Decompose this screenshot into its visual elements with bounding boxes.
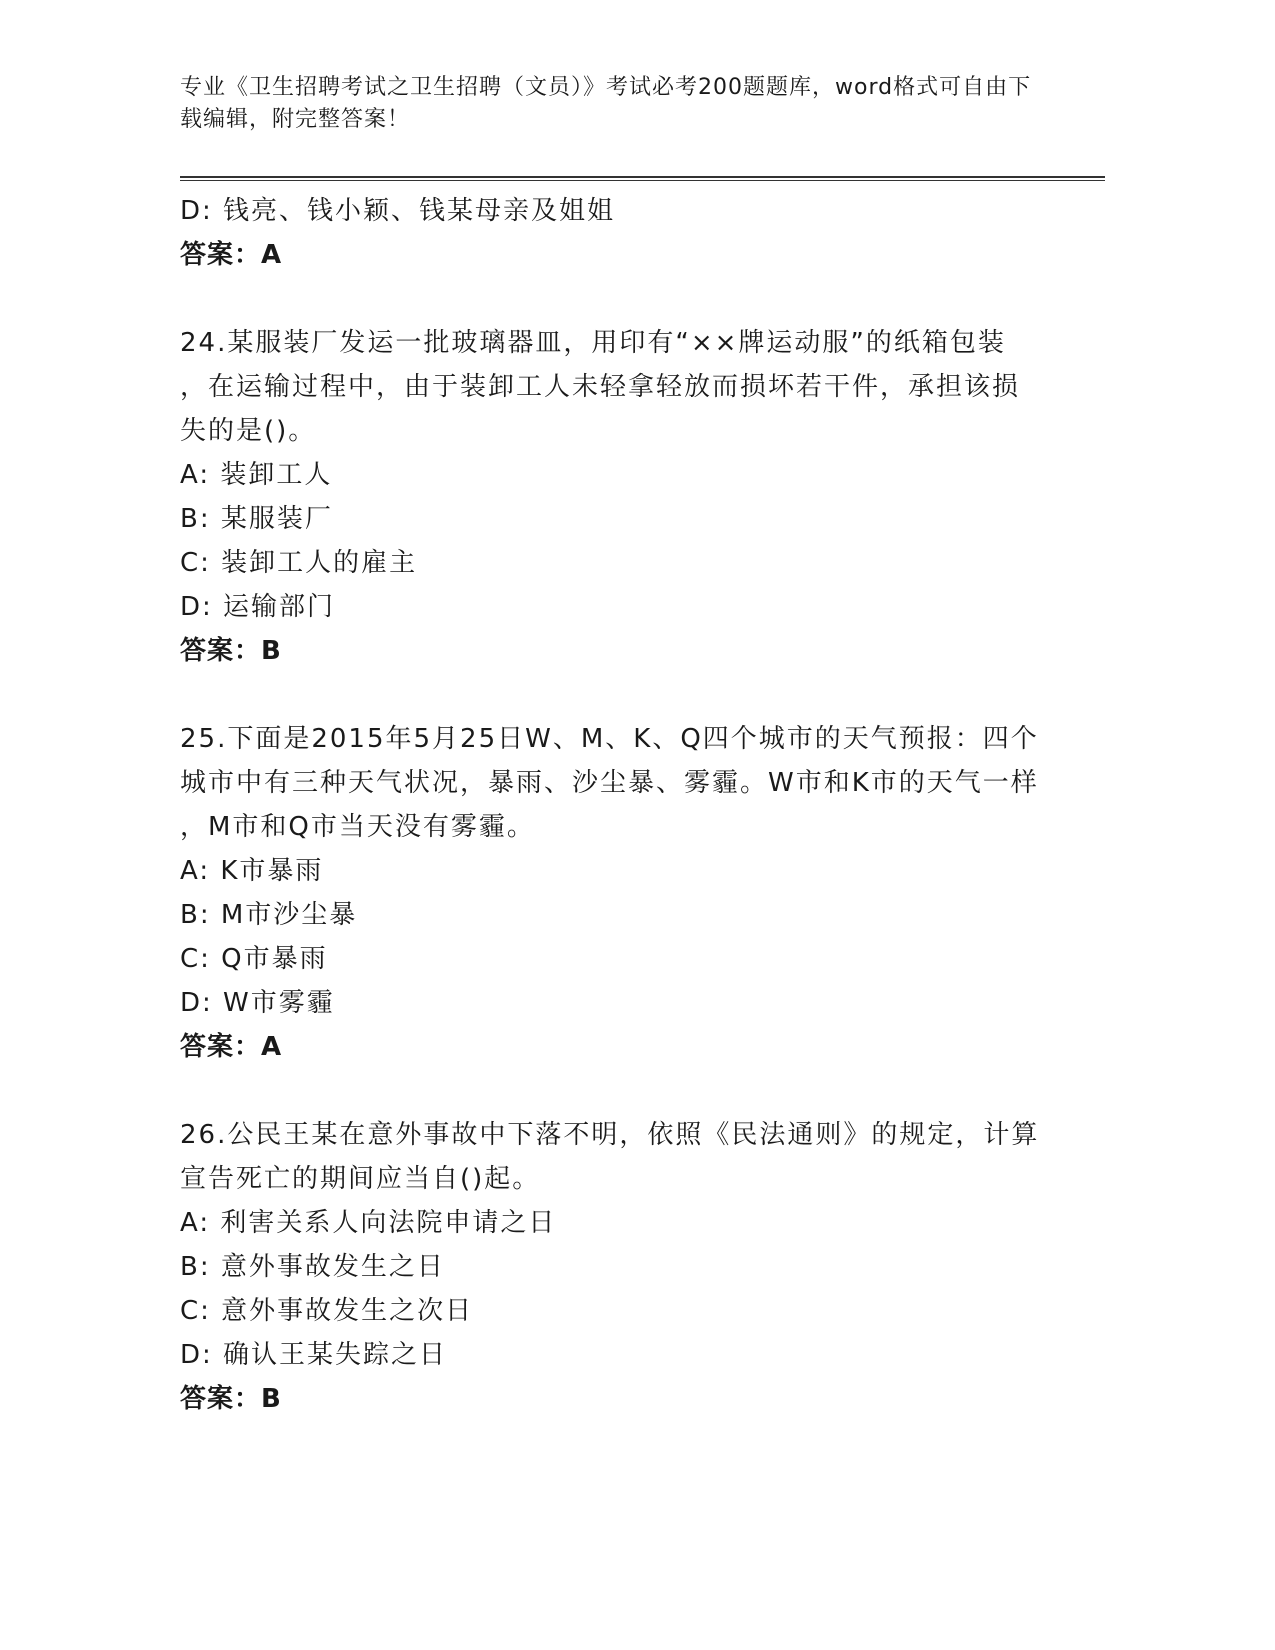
document-body xyxy=(180,189,1040,1421)
option-a: A: K市暴雨 xyxy=(180,856,324,886)
question-stem-line: 城市中有三种天气状况，暴雨、沙尘暴、雾霾。W市和K市的天气一样 xyxy=(180,768,1039,798)
question-stem-line: 24.某服装厂发运一批玻璃器皿，用印有“××牌运动服”的纸箱包装 xyxy=(180,328,1006,358)
answer-line: 答案：B xyxy=(180,1384,282,1414)
question-24 xyxy=(180,321,1040,673)
option-a: A: 装卸工人 xyxy=(180,460,333,490)
page-header: 专业《卫生招聘考试之卫生招聘（文员）》考试必考200题题库，word格式可自由下载编辑，附完整答案！ xyxy=(180,75,1032,132)
answer-line: 答案：A xyxy=(180,1032,283,1062)
option-c: C: Q市暴雨 xyxy=(180,944,328,974)
question-stem-line: 宣告死亡的期间应当自()起。 xyxy=(180,1164,541,1194)
question-stem-line: 失的是()。 xyxy=(180,416,317,446)
question-stem-line: 25.下面是2015年5月25日W、M、K、Q四个城市的天气预报：四个 xyxy=(180,724,1039,754)
question-stem-line: ，在运输过程中，由于装卸工人未轻拿轻放而损坏若干件，承担该损 xyxy=(180,372,1021,402)
option-d: D: 钱亮、钱小颖、钱某母亲及姐姐 xyxy=(180,196,616,226)
question-stem-line: ，M市和Q市当天没有雾霾。 xyxy=(180,812,535,842)
header-divider xyxy=(180,176,1105,181)
option-d: D: W市雾霾 xyxy=(180,988,335,1018)
question-25 xyxy=(180,717,1040,1069)
answer-line: 答案：A xyxy=(180,240,283,270)
question-stem-line: 26.公民王某在意外事故中下落不明，依照《民法通则》的规定，计算 xyxy=(180,1120,1040,1150)
option-a: A: 利害关系人向法院申请之日 xyxy=(180,1208,557,1238)
option-b: B: 某服装厂 xyxy=(180,504,333,534)
option-c: C: 装卸工人的雇主 xyxy=(180,548,418,578)
option-b: B: M市沙尘暴 xyxy=(180,900,358,930)
option-d: D: 运输部门 xyxy=(180,592,336,622)
option-b: B: 意外事故发生之日 xyxy=(180,1252,445,1282)
question-26 xyxy=(180,1113,1040,1421)
answer-line: 答案：B xyxy=(180,636,282,666)
option-c: C: 意外事故发生之次日 xyxy=(180,1296,474,1326)
previous-question-tail xyxy=(180,189,1040,277)
option-d: D: 确认王某失踪之日 xyxy=(180,1340,448,1370)
